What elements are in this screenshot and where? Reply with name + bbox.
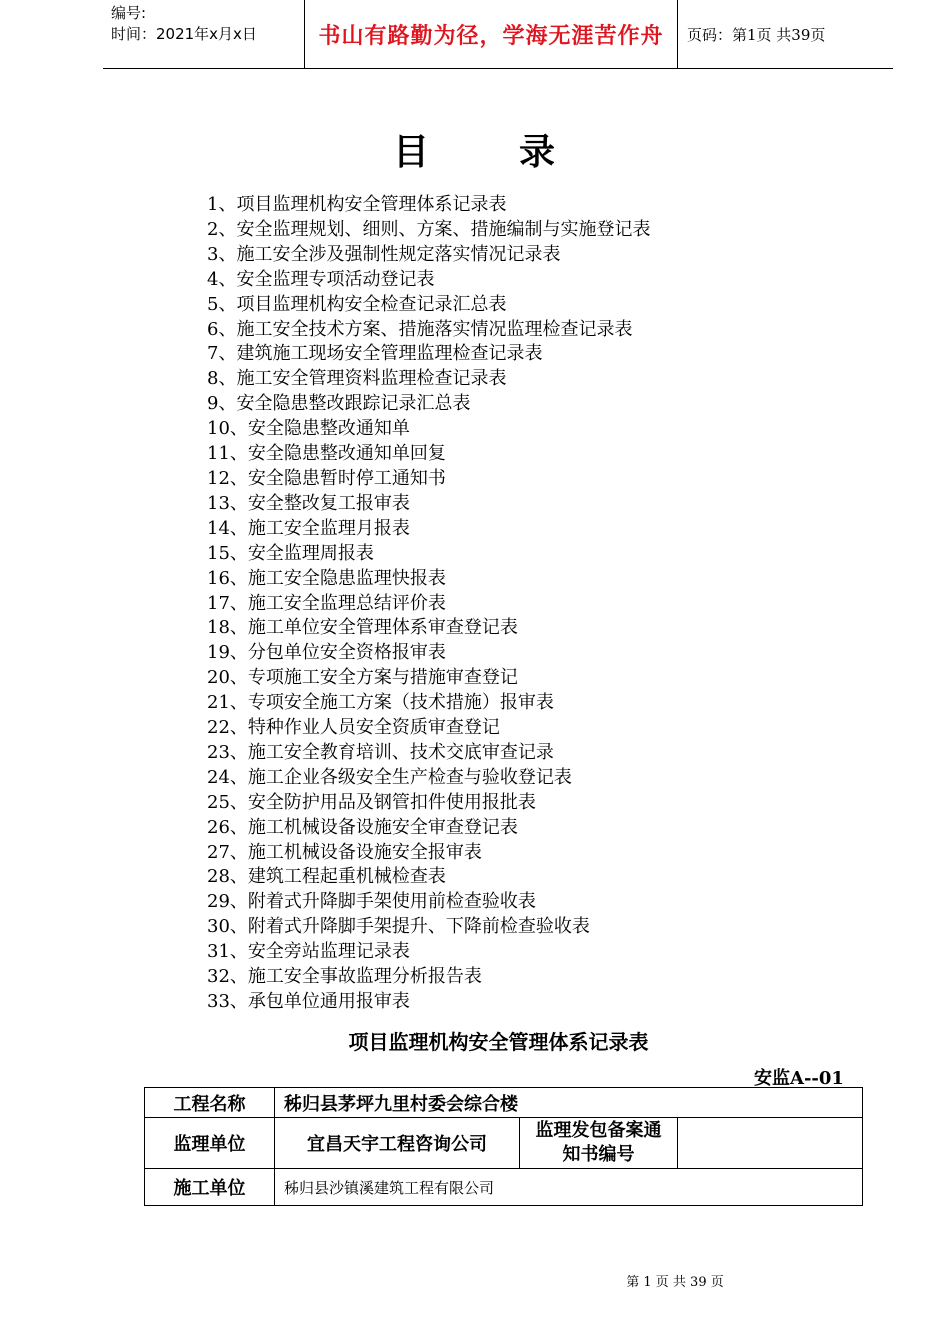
toc-item: 8、施工安全管理资料监理检查记录表 xyxy=(207,368,507,390)
toc-item: 24、施工企业各级安全生产检查与验收登记表 xyxy=(207,766,572,788)
toc-item: 22、特种作业人员安全资质审查登记 xyxy=(207,717,500,739)
toc-item: 12、安全隐患暂时停工通知书 xyxy=(207,467,446,489)
page-footer: 第 1 页 共 39 页 xyxy=(626,1275,724,1290)
toc-item: 9、安全隐患整改跟踪记录汇总表 xyxy=(207,393,471,415)
filing-label-line2: 知书编号 xyxy=(562,1144,635,1165)
project-name-value: 秭归县茅坪九里村委会综合楼 xyxy=(284,1093,518,1115)
header-meta xyxy=(111,3,307,45)
supervisor-value: 宜昌天宇工程咨询公司 xyxy=(307,1134,487,1155)
toc-item: 19、分包单位安全资格报审表 xyxy=(207,642,446,664)
form-code: 安监A--01 xyxy=(754,1068,844,1089)
toc-item: 17、施工安全监理总结评价表 xyxy=(207,592,446,614)
toc-item: 7、建筑施工现场安全管理监理检查记录表 xyxy=(207,343,543,365)
toc-title xyxy=(0,124,950,174)
toc-item: 5、项目监理机构安全检查记录汇总表 xyxy=(207,293,507,315)
supervisor-label: 监理单位 xyxy=(173,1134,246,1155)
toc-item: 15、安全监理周报表 xyxy=(207,542,374,564)
contractor-value: 秭归县沙镇溪建筑工程有限公司 xyxy=(284,1178,495,1197)
toc-list xyxy=(207,193,650,1015)
toc-item: 27、施工机械设备设施安全报审表 xyxy=(207,841,482,863)
toc-item: 4、安全监理专项活动登记表 xyxy=(207,268,435,290)
form-title: 项目监理机构安全管理体系记录表 xyxy=(348,1030,649,1054)
header-divider xyxy=(677,0,678,68)
toc-item: 25、安全防护用品及钢管扣件使用报批表 xyxy=(207,791,536,813)
toc-item: 32、施工安全事故监理分析报告表 xyxy=(207,966,482,988)
page-header xyxy=(103,0,893,69)
toc-title-right: 录 xyxy=(519,131,558,173)
toc-item: 29、附着式升降脚手架使用前检查验收表 xyxy=(207,891,536,913)
header-number: 编号: xyxy=(111,4,147,22)
toc-item: 30、附着式升降脚手架提升、下降前检查验收表 xyxy=(207,916,590,938)
toc-item: 6、施工安全技术方案、措施落实情况监理检查记录表 xyxy=(207,318,633,340)
header-motto: 书山有路勤为径，学海无涯苦作舟 xyxy=(318,22,664,49)
toc-item: 31、安全旁站监理记录表 xyxy=(207,941,410,963)
toc-item: 14、施工安全监理月报表 xyxy=(207,517,410,539)
toc-item: 18、施工单位安全管理体系审查登记表 xyxy=(207,617,518,639)
toc-item: 21、专项安全施工方案（技术措施）报审表 xyxy=(207,692,554,714)
toc-item: 28、建筑工程起重机械检查表 xyxy=(207,866,446,888)
toc-item: 10、安全隐患整改通知单 xyxy=(207,418,410,440)
toc-item: 3、施工安全涉及强制性规定落实情况记录表 xyxy=(207,243,561,265)
toc-item: 33、承包单位通用报审表 xyxy=(207,991,410,1012)
filing-label xyxy=(520,1118,677,1168)
toc-item: 16、施工安全隐患监理快报表 xyxy=(207,567,446,589)
toc-item: 23、施工安全教育培训、技术交底审查记录 xyxy=(207,741,554,763)
filing-label-line1: 监理发包备案通 xyxy=(535,1120,662,1141)
toc-item: 2、安全监理规划、细则、方案、措施编制与实施登记表 xyxy=(207,218,651,240)
header-time: 时间：2021年x月x日 xyxy=(111,25,257,43)
toc-item: 26、施工机械设备设施安全审查登记表 xyxy=(207,816,518,838)
toc-item: 1、项目监理机构安全管理体系记录表 xyxy=(207,194,507,215)
filing-value xyxy=(678,1118,862,1168)
toc-item: 11、安全隐患整改通知单回复 xyxy=(207,443,446,465)
form-table xyxy=(144,1087,863,1206)
project-name-label: 工程名称 xyxy=(173,1093,246,1115)
toc-item: 13、安全整改复工报审表 xyxy=(207,492,410,514)
header-page-info: 页码：第1页 共39页 xyxy=(687,25,826,44)
toc-title-left: 目 xyxy=(392,131,431,173)
toc-item: 20、专项施工安全方案与措施审查登记 xyxy=(207,667,518,689)
contractor-label: 施工单位 xyxy=(173,1178,246,1199)
